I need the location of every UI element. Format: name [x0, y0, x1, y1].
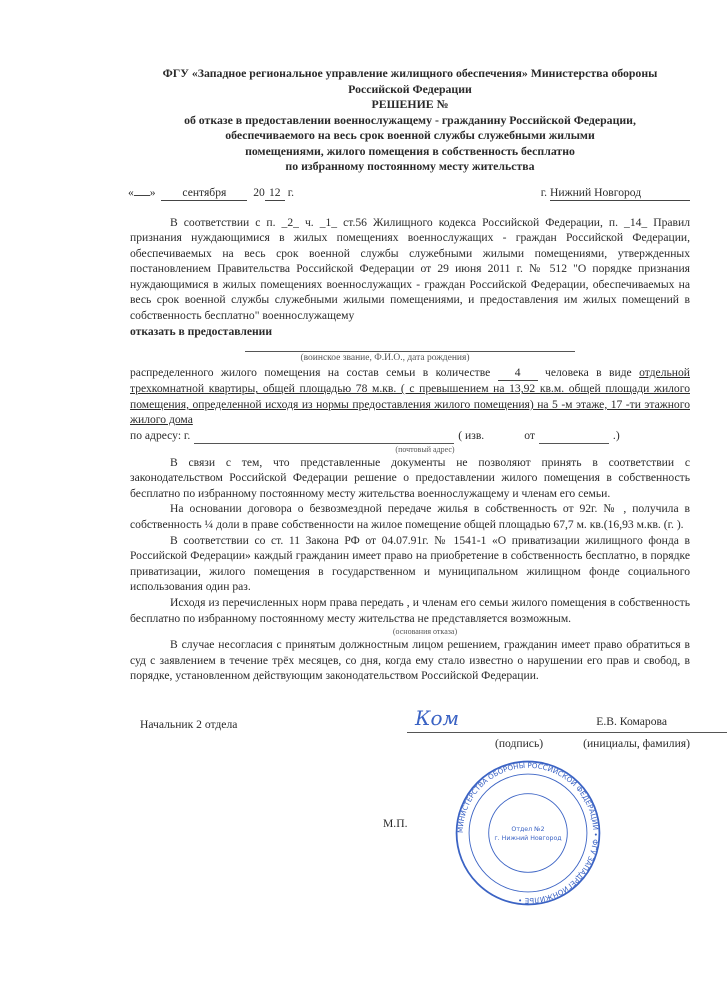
paragraph-law: В соответствии со ст. 11 Закона РФ от 04.07.91г. № 1541-1 «О приватизации жилищного фонда в Российской Федерации» каждый гражданин имеет право на приобретение в собственность бесплатно, в порядке приватизации, жилого помещения в государственном и муниципальном жилищном фонде социального использования один раз.: [130, 533, 690, 594]
mp-label: М.П.: [383, 816, 408, 830]
address-ot: от: [524, 429, 535, 443]
day-open: «: [128, 185, 134, 199]
year-prefix: 20: [253, 185, 265, 199]
address-izv: ( изв.: [458, 429, 485, 443]
address-caption: (почтовый адрес): [395, 444, 455, 454]
premises-description: отдельной трехкомнатной квартиры, общей площадью 78 м.кв. ( с превышением на 13,92 кв.м. общей площади жилого помещения, определенной исходя из нормы предоставления жилого помещения) на 5 -м этаже, 17 -ти этажного жилого дома: [130, 366, 690, 427]
premises-mid: человека в виде: [545, 366, 632, 380]
person-caption: (воинское звание, Ф.И.О., дата рождения): [300, 353, 470, 364]
reason-caption: (основания отказа): [392, 627, 458, 637]
date-line: [128, 185, 690, 201]
org-line-1: ФГУ «Западное региональное управление жилищного обеспечения» Министерства обороны: [162, 66, 658, 80]
year: 12: [265, 186, 285, 201]
premises-start: распределенного жилого помещения на состав семьи в количестве: [130, 366, 491, 380]
svg-text:Отдел №2: Отдел №2: [511, 825, 546, 833]
subtitle-1: об отказе в предоставлении военнослужащему - гражданину Российской Федерации,: [184, 112, 636, 127]
org-line-2: Российской Федерации: [348, 81, 472, 96]
paragraph-appeal: В случае несогласия с принятым должностным лицом решением, гражданин имеет право обратиться в суд с заявлением в течение трёх месяцев, со дня, когда ему стало известно о нарушении его прав и свобод, в порядке, установленном действующим законодательством Российской Федерации.: [130, 638, 690, 683]
handwritten-signature: Ком: [415, 705, 460, 730]
official-seal: [453, 758, 603, 908]
address-label: по адресу: г.: [130, 429, 191, 443]
address-line: [130, 428, 690, 444]
refuse-text: отказать в предоставлении: [130, 324, 273, 338]
svg-text:г. Нижний Новгород: г. Нижний Новгород: [494, 834, 563, 842]
city: [541, 185, 690, 201]
name-caption: (инициалы, фамилия): [583, 736, 690, 750]
subtitle-2: обеспечиваемого на весь срок военной службы служебными жилыми: [225, 128, 595, 142]
city-name: Нижний Новгород: [550, 186, 690, 201]
signature-line: [407, 706, 727, 733]
seal-row: [130, 758, 690, 908]
day-close: »: [149, 185, 156, 199]
paragraph-reason: В связи с тем, что представленные документы не позволяют принять в соответствии с законодательством Российской Федерации решение о предоставлении жилого помещения в собственность бесплатно по избранному постоянному месту жительства военнослужащему и членам его семьи.: [130, 455, 690, 500]
paragraph-contract: На основании договора о безвозмездной передаче жилья в собственность от 92г. № , получила в собственность ¼ доли в праве собственности на жилое помещение общей площадью 67,7 м. кв.(16,93 м.кв. (г. ).: [130, 502, 690, 531]
subtitle-4: по избранному постоянному месту жительства: [285, 159, 535, 173]
signer-name: Е.В. Комарова: [596, 715, 667, 729]
day: [134, 195, 150, 196]
signer-position: Начальник 2 отдела: [140, 718, 238, 732]
decision-title: РЕШЕНИЕ №: [371, 97, 449, 111]
address-close: .): [612, 429, 620, 443]
svg-text:МИНИСТЕРСТВА ОБОРОНЫ РОССИЙСКО: МИНИСТЕРСТВА ОБОРОНЫ РОССИЙСКОЙ ФЕДЕРАЦИИ • ФГУ ЗАПАДРЕГИОНЖИЛЬЁ •: [456, 760, 601, 905]
month: сентября: [161, 186, 247, 201]
paragraph-conclusion: Исходя из перечисленных норм права передать , и членам его семьи жилого помещения в собственность бесплатно по избранному постоянному месту жительства не представляется возможным.: [130, 595, 690, 625]
paragraph-legal-basis: В соответствии с п. _2_ ч. _1_ ст.56 Жилищного кодекса Российской Федерации, п. _14_ Правил признания нуждающимися в жилых помещениях военнослужащих - граждан Российской Федерации, обеспечиваемых на весь срок военной службы служебными жилыми помещениями, утвержденных постановлением Правительства Российской Федерации от 29 июня 2011 г. № 512 "О порядке признания нуждающимися в жилых помещениях военнослужащих - граждан Российской Федерации, обеспечиваемых на весь срок военной службы служебными жилыми помещениями, и предоставления им жилых помещений в собственность бесплатно" военнослужащему: [130, 215, 690, 323]
signature-row: [140, 706, 690, 733]
year-suffix: г.: [287, 185, 295, 199]
paragraph-premises: [130, 365, 690, 428]
sign-caption: (подпись): [494, 736, 544, 750]
subtitle-3: помещениями, жилого помещения в собственность бесплатно: [245, 143, 575, 158]
city-prefix: г.: [540, 185, 548, 199]
signature-captions: [130, 736, 690, 752]
family-count: 4: [498, 366, 538, 381]
date: [128, 185, 294, 201]
